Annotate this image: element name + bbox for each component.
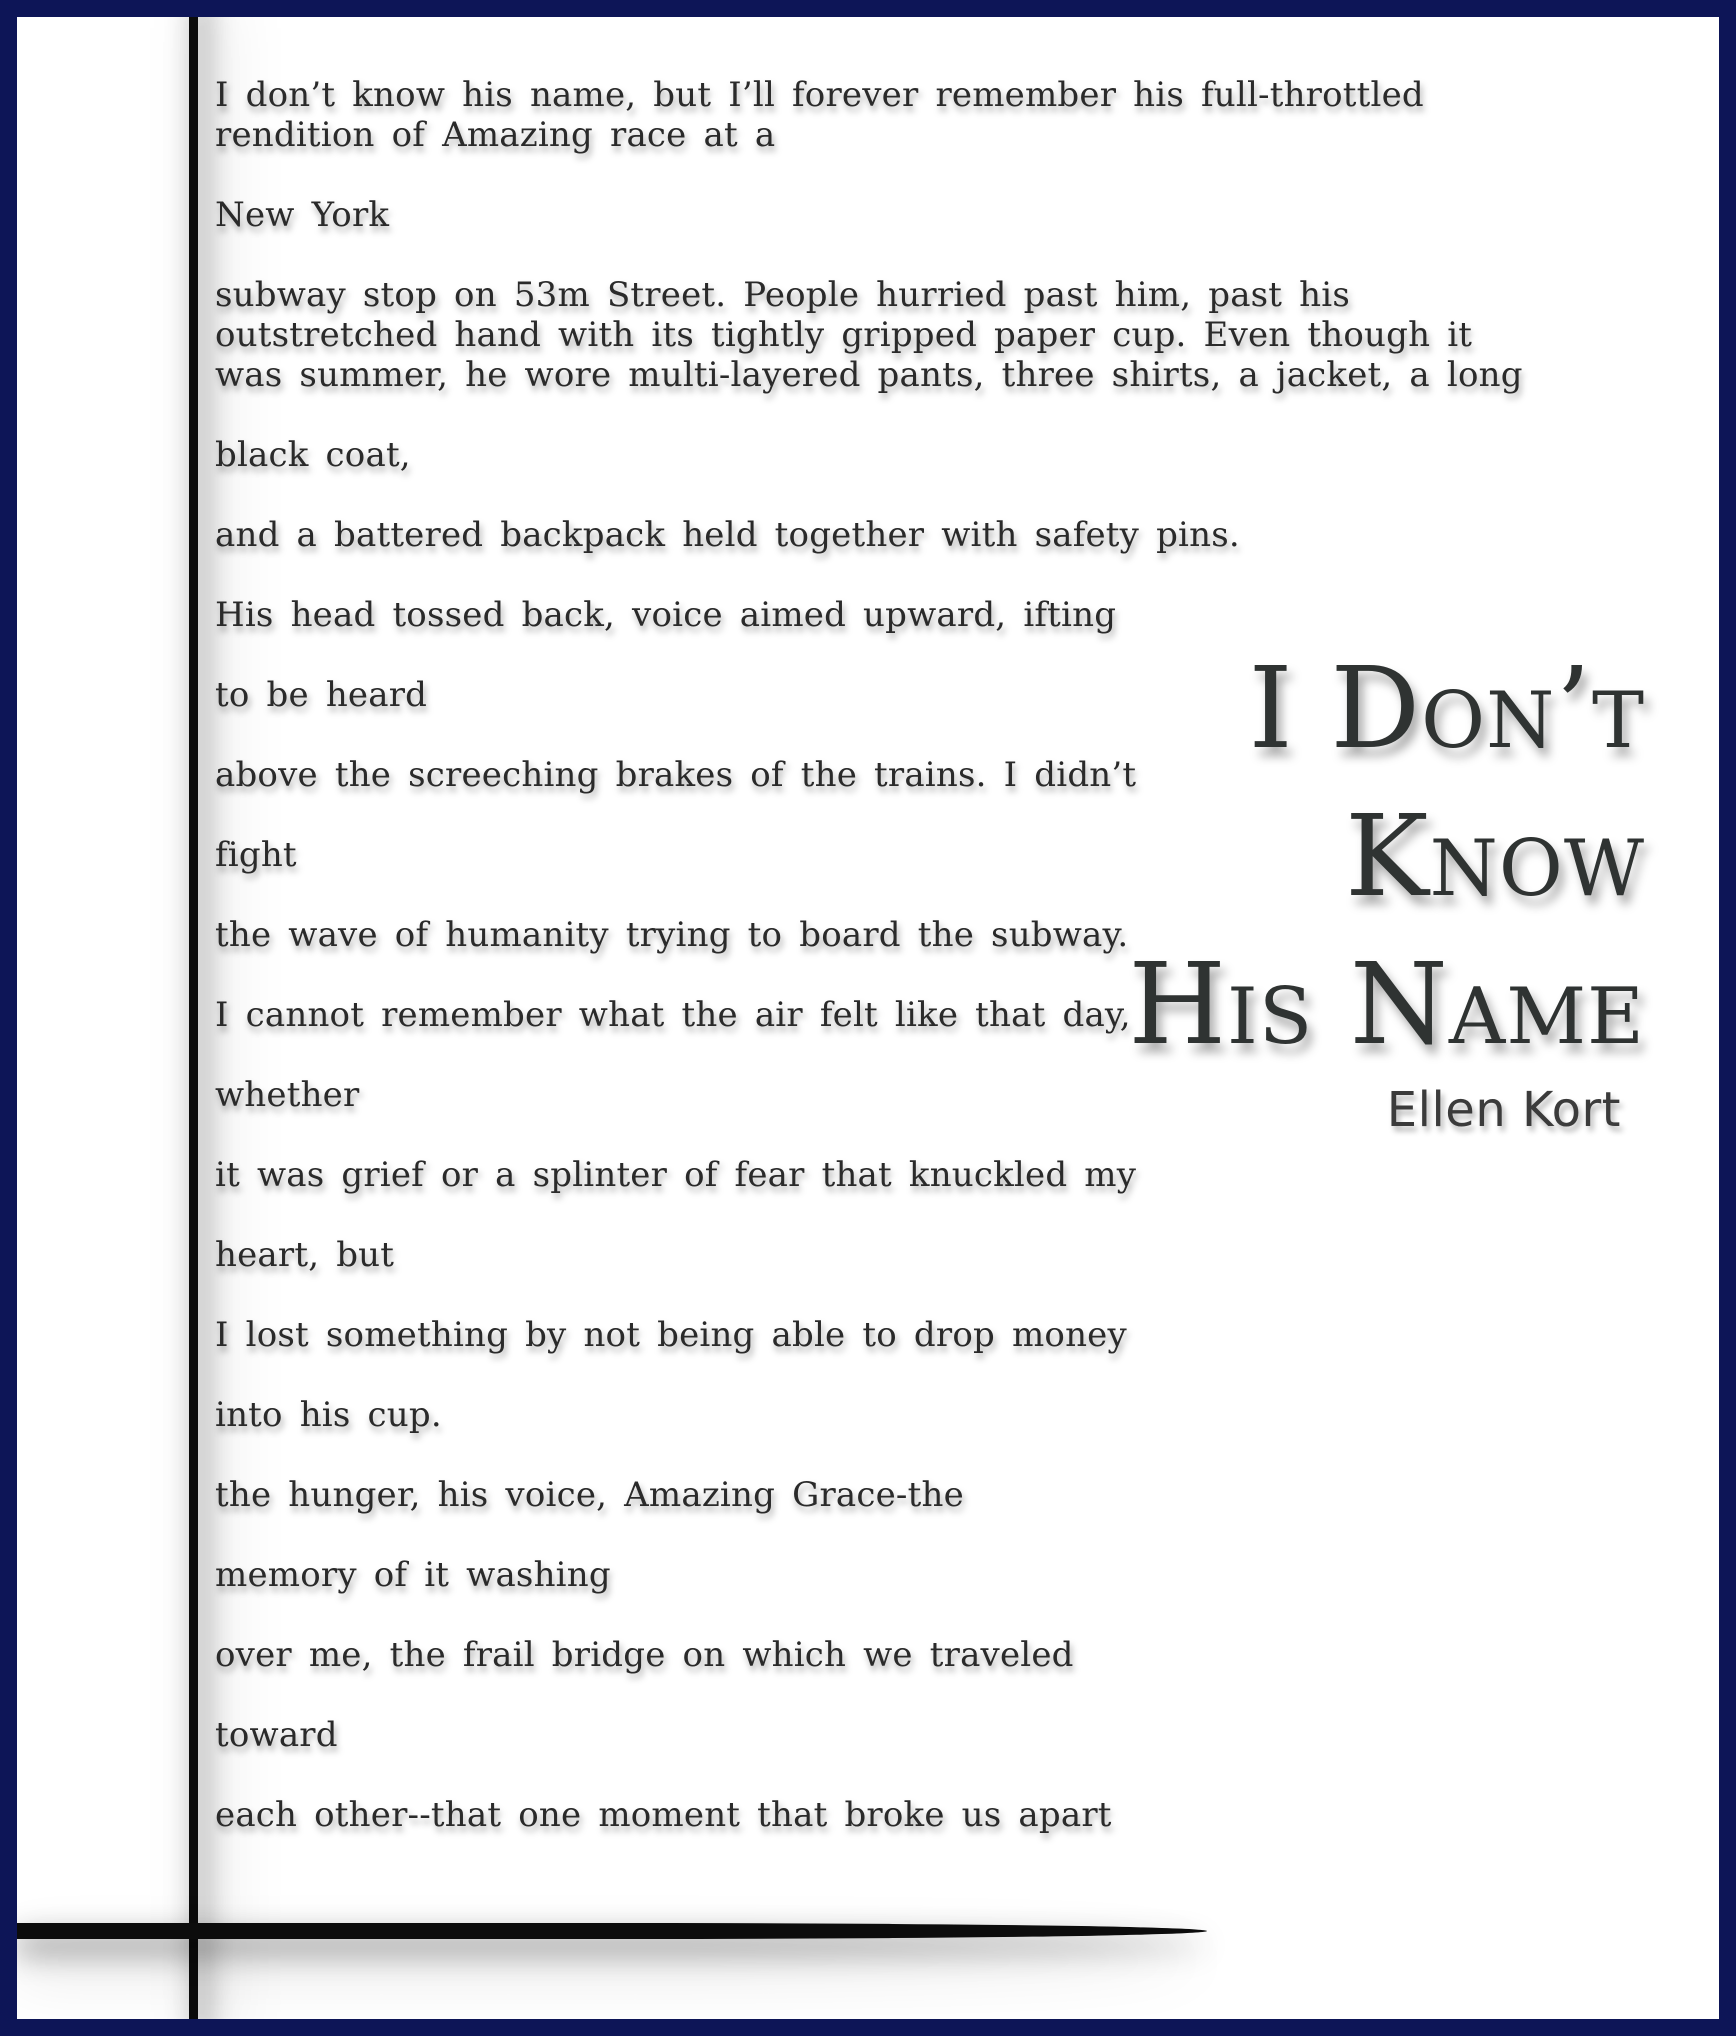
poem-line: the hunger, his voice, Amazing Grace-the [215, 1475, 964, 1515]
poem-stanza [215, 75, 1424, 155]
poem-line: over me, the frail bridge on which we traveled [215, 1635, 1074, 1675]
poem-stanza [215, 275, 1523, 395]
poem-line: I don’t know his name, but I’ll forever remember his full-throttled [215, 75, 1424, 115]
poem-stanza [215, 1715, 1385, 1755]
poem-title [1025, 635, 1645, 1079]
poem-stanza [215, 435, 1385, 475]
poem-line: toward [215, 1715, 338, 1755]
poem-stanza [215, 1555, 1385, 1595]
horizontal-rule [17, 1923, 1207, 1939]
poem-page [17, 17, 1719, 2019]
poem-line: rendition of Amazing race at a [215, 115, 776, 155]
title-line: I Don’t [1248, 644, 1645, 774]
poem-line: it was grief or a splinter of fear that knuckled my [215, 1155, 1137, 1195]
poem-stanza [215, 1475, 1385, 1515]
title-line: Know [1344, 792, 1645, 922]
poem-line: and a battered backpack held together with safety pins. [215, 515, 1240, 555]
poem-line: was summer, he wore multi-layered pants, three shirts, a jacket, a long [215, 355, 1523, 395]
poem-line: His head tossed back, voice aimed upward, ifting [215, 595, 1117, 635]
poem-stanza [215, 595, 1385, 635]
poem-line: subway stop on 53m Street. People hurried past him, past his [215, 275, 1350, 315]
poem-stanza [215, 1155, 1385, 1195]
vertical-rule [189, 17, 198, 2019]
poem-line: New York [215, 195, 390, 235]
poem-stanza [215, 1395, 1385, 1435]
poem-line: I lost something by not being able to drop money [215, 1315, 1127, 1355]
poem-line: each other--that one moment that broke us apart [215, 1795, 1112, 1835]
poem-line: heart, but [215, 1235, 395, 1275]
author-name: Ellen Kort [1386, 1082, 1621, 1138]
poem-line: I cannot remember what the air felt like that day, [215, 995, 1131, 1035]
poem-stanza [215, 1635, 1385, 1675]
poem-line: outstretched hand with its tightly gripped paper cup. Even though it [215, 315, 1473, 355]
poem-line: to be heard [215, 675, 428, 715]
poem-line: whether [215, 1075, 360, 1115]
poem-line: into his cup. [215, 1395, 442, 1435]
poem-line: above the screeching brakes of the trains. I didn’t [215, 755, 1137, 795]
poem-line: the wave of humanity trying to board the subway. [215, 915, 1129, 955]
poem-line: black coat, [215, 435, 411, 475]
poem-stanza [215, 515, 1385, 555]
poem-stanza [215, 195, 1385, 235]
poem-line: memory of it washing [215, 1555, 611, 1595]
poem-stanza [215, 1315, 1385, 1355]
title-line: His Name [1128, 940, 1645, 1070]
poem-stanza [215, 1075, 1385, 1115]
poem-stanza [215, 1235, 1385, 1275]
poem-stanza [215, 1795, 1385, 1835]
poem-line: fight [215, 835, 297, 875]
